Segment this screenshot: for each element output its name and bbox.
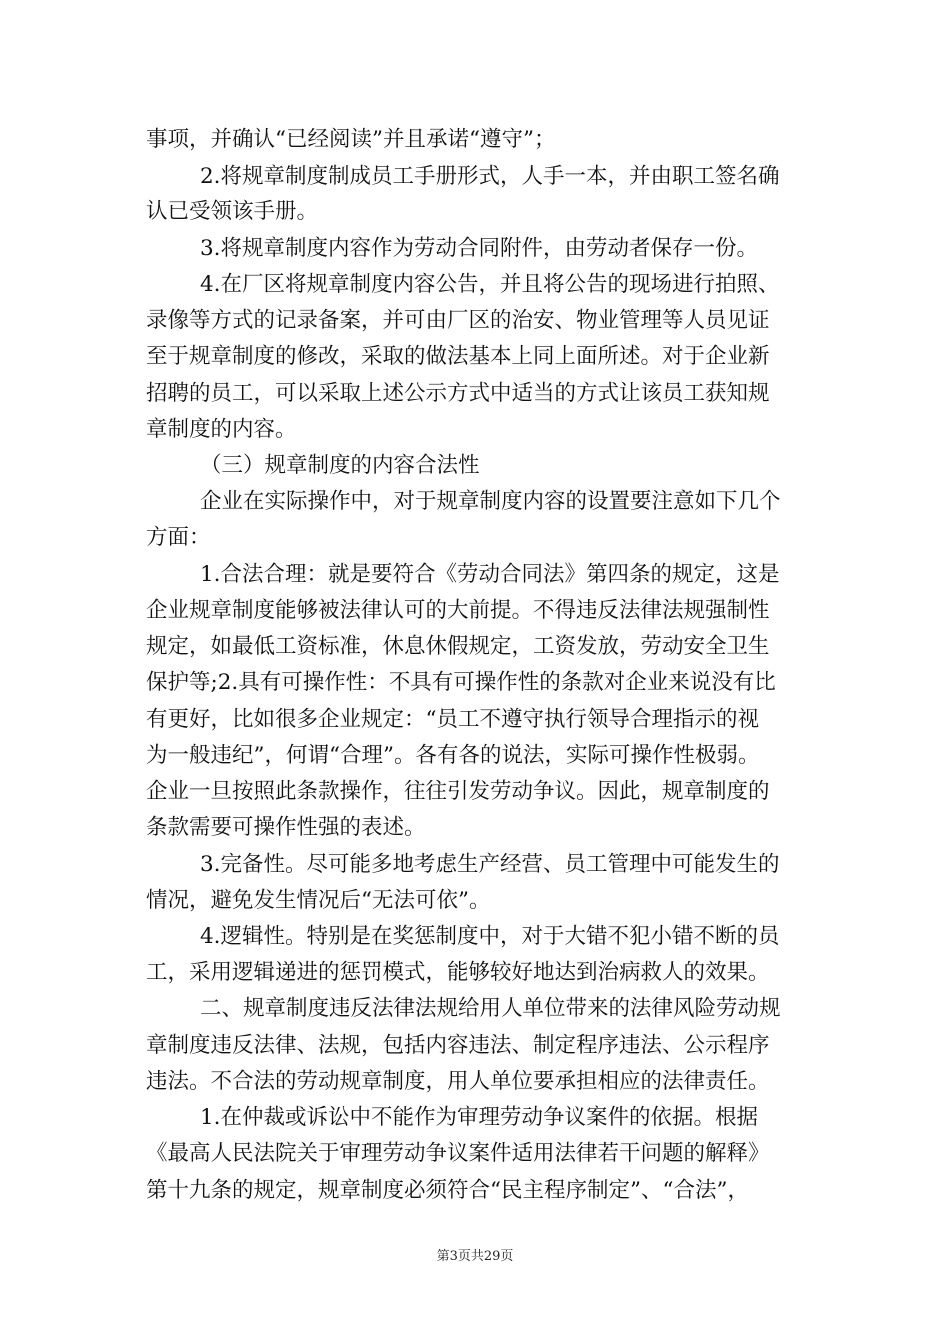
- text-line: 二、规章制度违反法律法规给用人单位带来的法律风险劳动规: [200, 996, 781, 1021]
- text-line: 方面：: [146, 525, 211, 550]
- text-line: 1.在仲裁或诉讼中不能作为审理劳动争议案件的依据。根据: [200, 1105, 759, 1130]
- page-number: 第3页共29页: [436, 1249, 514, 1264]
- text-line: 至于规章制度的修改，采取的做法基本上同上面所述。对于企业新: [146, 344, 770, 369]
- text-line: 4.逻辑性。特别是在奖惩制度中，对于大错不犯小错不断的员: [200, 924, 780, 949]
- text-line: 招聘的员工，可以采取上述公示方式中适当的方式让该员工获知规: [146, 381, 770, 406]
- text-line: 章制度的内容。: [146, 417, 297, 442]
- text-line: 4.在厂区将规章制度内容公告，并且将公告的现场进行拍照、: [200, 272, 780, 297]
- text-line: 事项，并确认“已经阅读”并且承诺“遵守”；: [146, 127, 556, 152]
- text-line: 工，采用逻辑递进的惩罚模式，能够较好地达到治病救人的效果。: [146, 960, 770, 985]
- text-line: 规定，如最低工资标准，休息休假规定，工资发放，劳动安全卫生: [146, 634, 770, 659]
- text-line: 情况，避免发生情况后“无法可依”。: [146, 888, 491, 913]
- section-heading: （三）规章制度的内容合法性: [200, 453, 480, 478]
- text-line: 章制度违反法律、法规，包括内容违法、制定程序违法、公示程序: [146, 1033, 770, 1058]
- text-line: 违法。不合法的劳动规章制度，用人单位要承担相应的法律责任。: [146, 1069, 770, 1094]
- text-line: 企业规章制度能够被法律认可的大前提。不得违反法律法规强制性: [146, 598, 770, 623]
- text-line: 有更好，比如很多企业规定：“员工不遵守执行领导合理指示的视: [146, 707, 759, 732]
- text-line: 《最高人民法院关于审理劳动争议案件适用法律若干问题的解释》: [146, 1141, 770, 1166]
- text-line: 企业在实际操作中，对于规章制度内容的设置要注意如下几个: [200, 489, 781, 514]
- text-line: 3.将规章制度内容作为劳动合同附件，由劳动者保存一份。: [200, 236, 759, 261]
- text-line: 第十九条的规定，规章制度必须符合“民主程序制定”、“合法”，: [146, 1178, 749, 1203]
- text-line: 企业一旦按照此条款操作，往往引发劳动争议。因此，规章制度的: [146, 779, 770, 804]
- text-line: 为一般违纪”，何谓“合理”。各有各的说法，实际可操作性极弱。: [146, 743, 760, 768]
- text-line: 3.完备性。尽可能多地考虑生产经营、员工管理中可能发生的: [200, 852, 780, 877]
- text-line: 1.合法合理：就是要符合《劳动合同法》第四条的规定，这是: [200, 562, 780, 587]
- text-line: 条款需要可操作性强的表述。: [146, 815, 426, 840]
- text-line: 保护等;2.具有可操作性：不具有可操作性的条款对企业来说没有比: [146, 670, 776, 695]
- text-line: 认已受领该手册。: [146, 199, 319, 224]
- text-line: 录像等方式的记录备案，并可由厂区的治安、物业管理等人员见证: [146, 308, 770, 333]
- text-line: 2.将规章制度制成员工手册形式，人手一本，并由职工签名确: [200, 164, 780, 189]
